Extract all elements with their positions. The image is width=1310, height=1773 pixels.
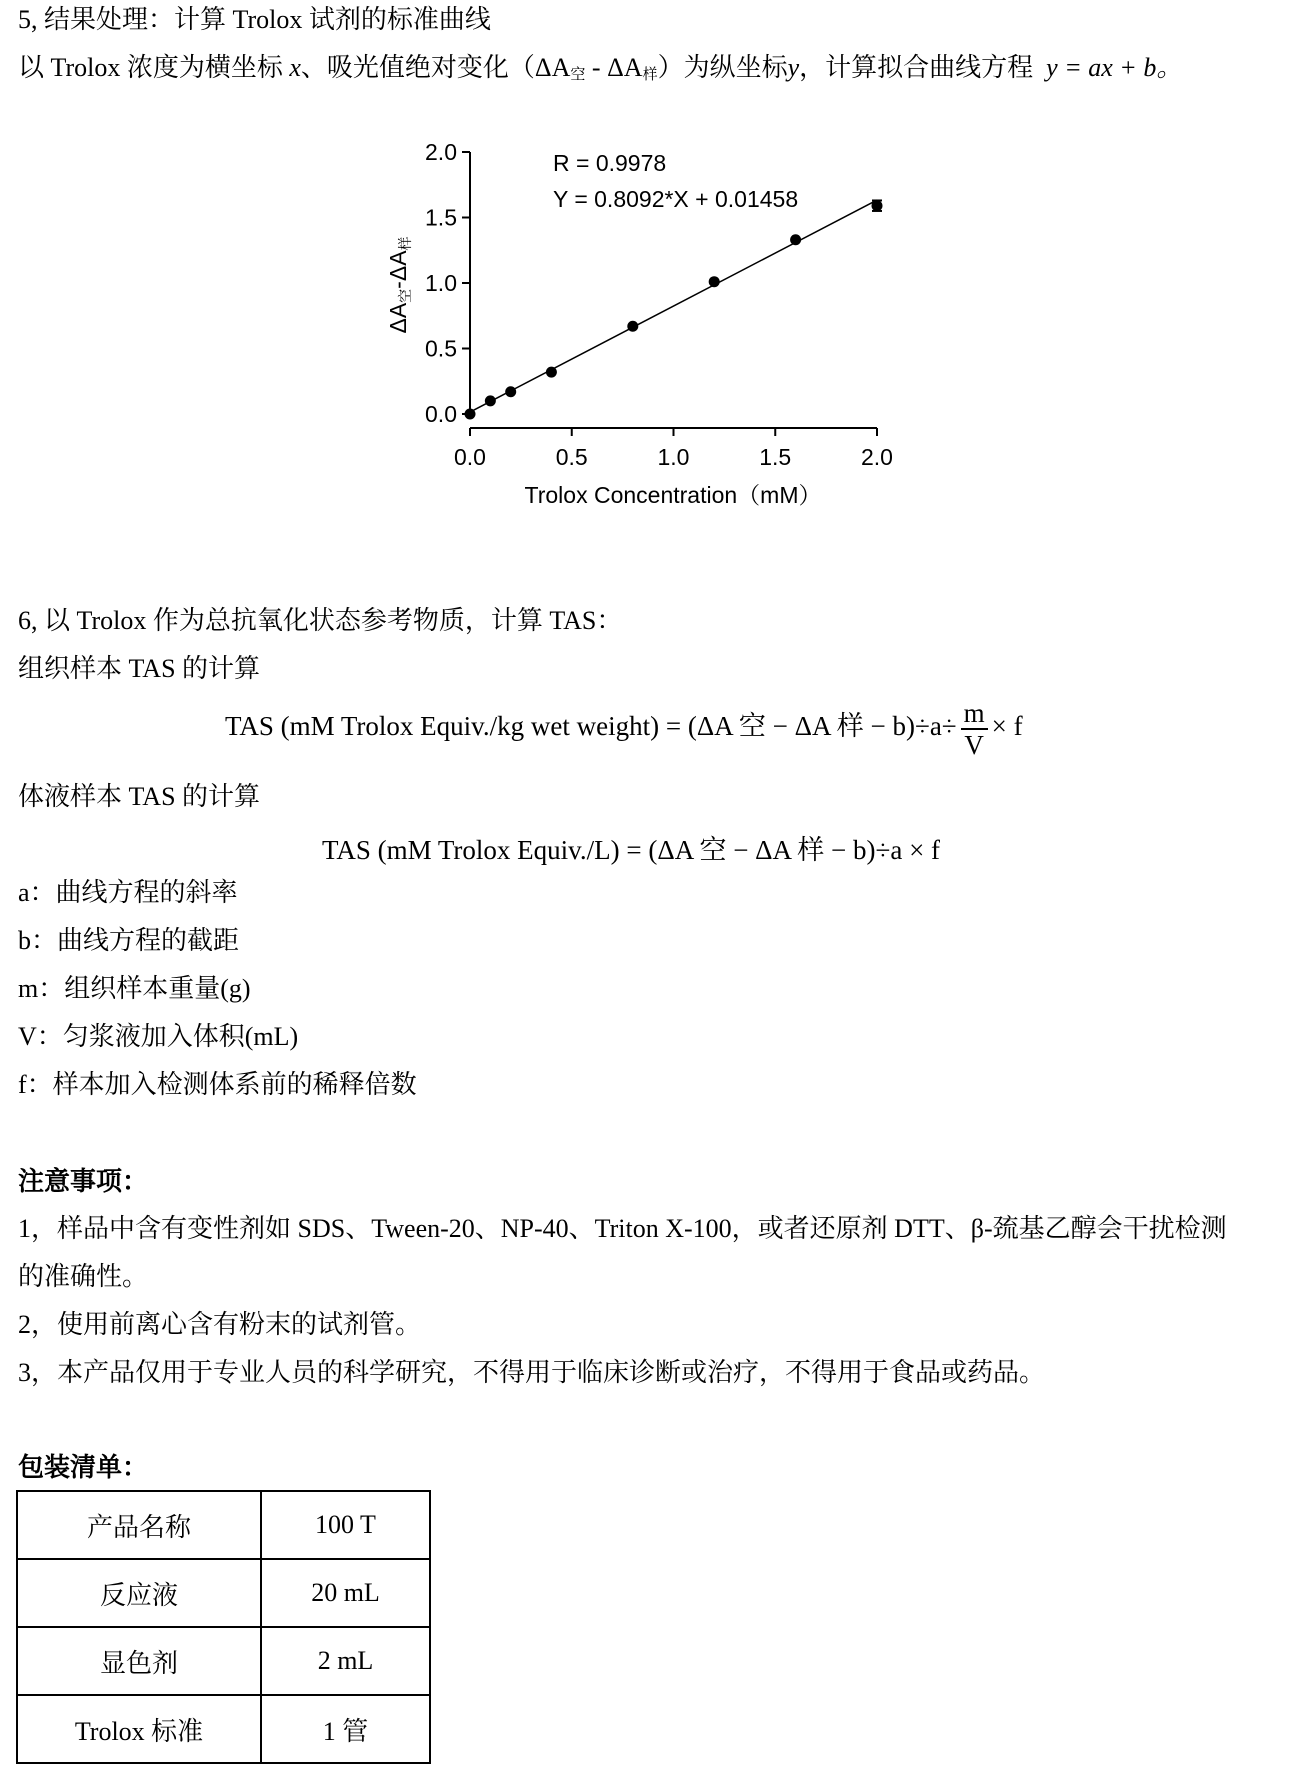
table-row [17, 1627, 430, 1695]
desc-text-2: 、吸光值绝对变化（ΔA [300, 53, 571, 82]
desc-text-5: ，计算拟合曲线方程 [799, 53, 1034, 82]
def-m: m：组织样本重量(g) [18, 974, 251, 1003]
note-3: 3，本产品仅用于专业人员的科学研究，不得用于临床诊断或治疗，不得用于食品或药品。 [18, 1358, 1046, 1387]
packing-table [16, 1490, 431, 1764]
x-tick-label: 2.0 [861, 444, 893, 470]
table-row [17, 1695, 430, 1763]
y-tick-label: 1.5 [425, 204, 457, 231]
y-tick-label: 0.0 [425, 401, 457, 427]
r-annotation: R = 0.9978 [553, 150, 667, 176]
table-cell: 1 管 [261, 1695, 430, 1763]
data-point [546, 367, 557, 378]
desc-equation: y = ax + b。 [1046, 53, 1183, 82]
desc-var-y: y [787, 53, 800, 82]
data-point [505, 386, 516, 397]
y-tick-label: 2.0 [425, 139, 457, 165]
x-tick-label: 0.5 [555, 444, 588, 470]
tissue-formula-left: TAS (mM Trolox Equiv./kg wet weight) = (ΔA 空 − ΔA 样 − b)÷a÷ [225, 711, 957, 742]
def-f: f：样本加入检测体系前的稀释倍数 [18, 1070, 417, 1099]
def-b: b：曲线方程的截距 [18, 926, 240, 955]
table-cell: Trolox 标准 [17, 1695, 261, 1763]
table-cell: 产品名称 [17, 1491, 261, 1559]
table-cell: 2 mL [261, 1627, 430, 1695]
fraction-denominator: V [964, 730, 984, 760]
x-tick-label: 1.0 [657, 444, 690, 470]
packing-heading: 包装清单： [18, 1453, 149, 1482]
fraction-numerator: m [961, 698, 988, 730]
note-2: 2，使用前离心含有粉末的试剂管。 [18, 1310, 422, 1339]
def-a: a：曲线方程的斜率 [18, 878, 238, 907]
fit-line [470, 200, 877, 412]
fluid-formula: TAS (mM Trolox Equiv./L) = (ΔA 空 − ΔA 样 − b)÷a × f [322, 835, 941, 865]
x-tick-label: 1.5 [759, 444, 792, 470]
data-point [485, 395, 496, 406]
y-tick-label: 1.0 [425, 270, 457, 296]
y-axis-title-sub1: 空 [397, 288, 413, 303]
note-1-line1: 1，样品中含有变性剂如 SDS、Tween-20、NP-40、Triton X-100，或者还原剂 DTT、β-巯基乙醇会干扰检测 [18, 1214, 1227, 1243]
fluid-title: 体液样本 TAS 的计算 [18, 782, 261, 811]
def-v: V：匀浆液加入体积(mL) [18, 1022, 299, 1051]
y-axis-title-part2: -ΔA [385, 250, 411, 289]
notes-heading: 注意事项： [18, 1167, 149, 1196]
note-1-line2: 的准确性。 [18, 1262, 149, 1291]
equation-annotation: Y = 0.8092*X + 0.01458 [553, 186, 799, 212]
desc-sub-sample: 样 [642, 67, 658, 83]
x-tick-label: 0.0 [454, 444, 486, 470]
tissue-formula [225, 698, 1023, 760]
table-cell: 反应液 [17, 1559, 261, 1627]
x-axis-title: Trolox Concentration（mM） [524, 482, 822, 508]
section5-heading: 5, 结果处理：计算 Trolox 试剂的标准曲线 [18, 5, 491, 34]
y-axis-title-sub2: 样 [397, 236, 413, 251]
y-tick-label: 0.5 [425, 335, 457, 362]
desc-var-x: x [289, 53, 301, 82]
mass-volume-fraction [961, 698, 988, 760]
tissue-title: 组织样本 TAS 的计算 [18, 654, 261, 683]
y-axis-title-part1: ΔA [385, 302, 411, 334]
table-row [17, 1491, 430, 1559]
table-cell: 20 mL [261, 1559, 430, 1627]
tissue-formula-right: × f [991, 711, 1023, 742]
desc-text-4: ）为纵坐标 [657, 53, 788, 82]
data-point [709, 276, 720, 287]
data-point [465, 409, 476, 420]
table-cell: 100 T [261, 1491, 430, 1559]
desc-sub-blank: 空 [570, 67, 586, 83]
data-point [627, 321, 638, 332]
desc-text-3: - ΔA [585, 53, 643, 82]
standard-curve-chart [0, 0, 1310, 540]
y-axis-title [385, 236, 413, 333]
section6-heading: 6, 以 Trolox 作为总抗氧化状态参考物质，计算 TAS： [18, 606, 623, 635]
table-cell: 显色剂 [17, 1627, 261, 1695]
data-point [790, 234, 801, 245]
table-row [17, 1559, 430, 1627]
desc-text-1: 以 Trolox 浓度为横坐标 [18, 53, 283, 82]
